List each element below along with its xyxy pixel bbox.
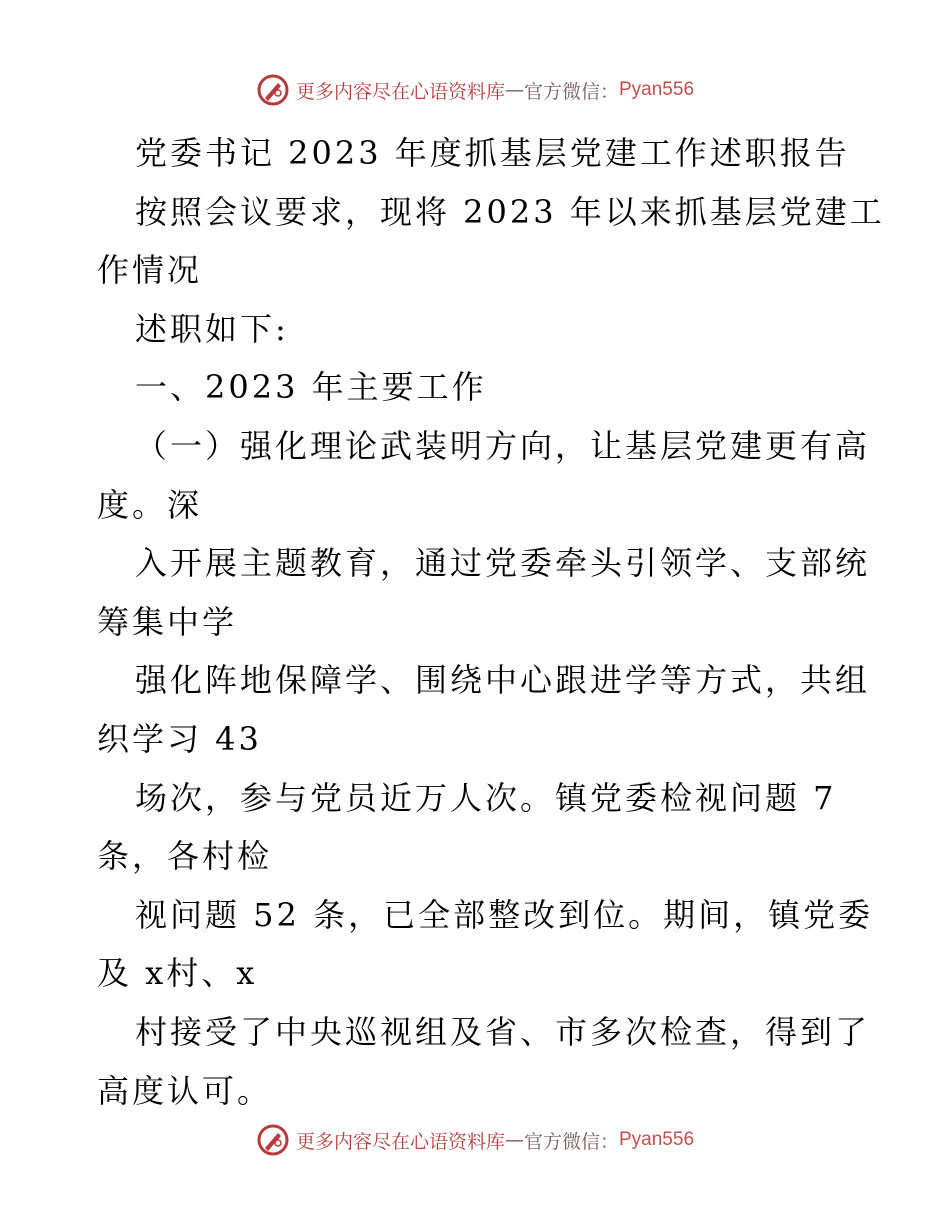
watermark-wechat-id: Pyan556 — [619, 1129, 695, 1150]
text-line: 作情况 — [97, 251, 203, 290]
document-title: 党委书记 2023 年度抓基层党建工作述职报告 — [135, 134, 850, 172]
pen-circle-logo-icon — [256, 1123, 290, 1157]
text-line: 强化阵地保障学、围绕中心跟进学等方式，共组 — [135, 661, 871, 700]
section-heading: 一、2023 年主要工作 — [135, 368, 487, 407]
header-watermark — [0, 70, 950, 110]
text-line: 村接受了中央巡视组及省、市多次检查，得到了 — [135, 1012, 871, 1051]
watermark-site-text: 更多内容尽在心语资料库 — [295, 80, 505, 103]
watermark-wechat-id: Pyan556 — [619, 79, 695, 100]
text-line: 及 x村、x — [97, 954, 258, 993]
watermark-dash: — — [504, 1129, 524, 1151]
text-line: 织学习 43 — [97, 719, 262, 758]
footer-watermark — [0, 1120, 950, 1160]
watermark-official-label: 官方微信： — [523, 1130, 619, 1153]
subsection-heading: （一）强化理论武装明方向，让基层党建更有高 — [135, 426, 871, 465]
watermark-official-label: 官方微信： — [523, 80, 619, 103]
watermark-dash: — — [504, 79, 524, 101]
document-body — [97, 124, 885, 1120]
text-line: 度。深 — [97, 485, 203, 524]
text-line: 述职如下: — [135, 309, 289, 348]
text-line: 入开展主题教育，通过党委牵头引领学、支部统 — [135, 544, 871, 583]
text-line: 筹集中学 — [97, 602, 238, 641]
text-line: 场次，参与党员近万人次。镇党委检视问题 7 — [135, 778, 837, 817]
watermark-site-text: 更多内容尽在心语资料库 — [295, 1130, 505, 1153]
text-line: 按照会议要求，现将 2023 年以来抓基层党建工 — [135, 192, 885, 231]
pen-circle-logo-icon — [256, 73, 290, 107]
text-line: 视问题 52 条，已全部整改到位。期间，镇党委 — [135, 895, 874, 934]
text-line: 高度认可。 — [97, 1071, 273, 1110]
text-line: 条，各村检 — [97, 837, 273, 876]
